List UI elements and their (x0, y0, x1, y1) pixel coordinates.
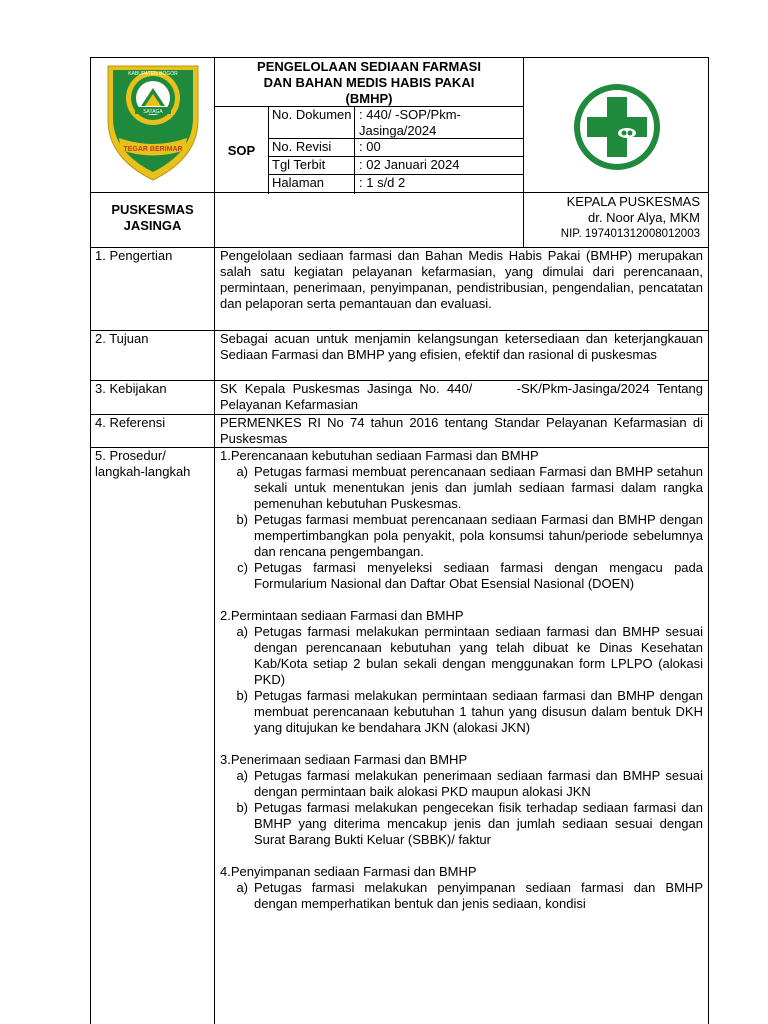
section-text: Sebagai acuan untuk menjamin kelangsungan ketersediaan dan keterjangkauan Sediaan Farmasi dan BMHP yang efisien, efektif dan rasional di puskesmas (220, 331, 703, 362)
procedure-steps (215, 448, 708, 912)
step-2-title: 2.Permintaan sediaan Farmasi dan BMHP (220, 608, 464, 623)
head-nip: NIP. 197401312008012003 (560, 228, 700, 240)
head-name: dr. Noor Alya, MKM (588, 210, 700, 225)
section-prosedur (90, 448, 709, 1024)
list-item: a) Petugas farmasi melakukan penyimpanan sediaan farmasi dan BMHP dengan memperhatikan bentuk dan jenis sediaan, kondisi (236, 880, 703, 911)
document-title (215, 58, 523, 107)
doc-number-value: : 440/ -SOP/Pkm-Jasinga/2024 (359, 107, 461, 138)
step-3-title: 3.Penerimaan sediaan Farmasi dan BMHP (220, 752, 468, 767)
issue-date-key: Tgl Terbit (269, 157, 355, 174)
issue-date-value: : 02 Januari 2024 (359, 157, 460, 172)
health-logo-cell (524, 58, 710, 194)
page-key: Halaman (269, 175, 355, 194)
list-item: b) Petugas farmasi melakukan permintaan sediaan farmasi dan BMHP dengan membuat perencanaan kebutuhan 1 tahun yang disusun dalam bentuk DKH yang ditujukan ke bendahara JKN (alokasi JKN) (236, 688, 703, 735)
page-value: : 1 s/d 2 (359, 175, 406, 190)
step-4-title: 4.Penyimpanan sediaan Farmasi dan BMHP (220, 864, 477, 879)
puskesmas-logo (524, 58, 710, 194)
issue-date-row (269, 157, 523, 175)
section-text: PERMENKES RI No 74 tahun 2016 tentang Standar Pelayanan Kefarmasian di Puskesmas (220, 415, 703, 446)
signatory (524, 193, 708, 248)
section-label: 5. Prosedur/ langkah-langkah (91, 448, 215, 1024)
list-item: a) Petugas farmasi melakukan penerimaan sediaan farmasi dan BMHP sesuai dengan permintaan baik alokasi PKD maupun alokasi JKN (236, 768, 703, 799)
doc-number-row (269, 107, 523, 139)
document-info-table (269, 107, 523, 194)
logo-center-text: SATAGA (143, 109, 163, 115)
sop-document (90, 57, 710, 1024)
identity-row (90, 193, 709, 248)
list-item: a) Petugas farmasi melakukan permintaan sediaan farmasi dan BMHP sesuai dengan perencanaan kebutuhan yang telah dibuat ke Dinas Kesehatan Kab/Kota setiap 2 bulan sekali dengan menggunakan form LPLPO (alokasi PKD) (236, 624, 703, 687)
title-line-2: DAN BAHAN MEDIS HABIS PAKAI (263, 75, 475, 90)
head-title: KEPALA PUSKESMAS (566, 194, 700, 209)
revision-key: No. Revisi (269, 139, 355, 156)
sop-header (90, 57, 709, 193)
section-text: Pengelolaan sediaan farmasi dan Bahan Medis Habis Pakai (BMHP) merupakan salah satu kegiatan pelayanan kefarmasian, yang dimulai dari perencanaan, permintaan, penerimaan, penyimpanan, pendistribusian, pengendalian, pencatatan dan pelaporan serta pemantauan dan evaluasi. (220, 248, 703, 311)
section-text: SK Kepala Puskesmas Jasinga No. 440/ -SK/Pkm-Jasinga/2024 Tentang Pelayanan Kefarmasian (220, 381, 707, 412)
title-line-3: (BMHP) (345, 91, 393, 106)
title-line-1: PENGELOLAAN SEDIAAN FARMASI (257, 59, 481, 74)
section-label: 3. Kebijakan (91, 381, 215, 414)
title-cell (215, 58, 524, 194)
revision-value: : 00 (359, 139, 381, 154)
section-kebijakan (90, 381, 709, 415)
organization-name (91, 193, 215, 247)
bogor-regency-logo (91, 58, 215, 194)
sop-content-table (90, 248, 709, 1024)
org-line-2: JASINGA (123, 218, 182, 233)
org-line-1: PUSKESMAS (111, 202, 194, 217)
page-row (269, 175, 523, 194)
section-tujuan (90, 331, 709, 381)
list-item: a) Petugas farmasi membuat perencanaan sediaan Farmasi dan BMHP setahun sekali untuk menentukan jenis dan jumlah sediaan farmasi dalam rangka pemenuhan kebutuhan Puskesmas. (236, 464, 703, 511)
doc-number-key: No. Dokumen (269, 107, 355, 138)
sop-label: SOP (215, 107, 269, 194)
list-item: c) Petugas farmasi menyeleksi sediaan farmasi dengan mengacu pada Formularium Nasional dan Daftar Obat Esensial Nasional (DOEN) (237, 560, 703, 591)
regency-logo-cell (91, 58, 215, 194)
list-item: b) Petugas farmasi melakukan pengecekan fisik terhadap sediaan farmasi dan BMHP yang diterima mencakup jenis dan jumlah sediaan sesuai dengan Surat Barang Bukti Keluar (SBBK)/ faktur (236, 800, 703, 847)
step-1-title: 1.Perencanaan kebutuhan sediaan Farmasi dan BMHP (220, 448, 539, 463)
revision-row (269, 139, 523, 157)
blank-cell (215, 193, 524, 247)
section-label: 2. Tujuan (91, 331, 215, 380)
section-label: 4. Referensi (91, 415, 215, 447)
section-referensi (90, 415, 709, 448)
logo-ring-text: KABUPATEN BOGOR (128, 71, 178, 77)
section-pengertian (90, 248, 709, 331)
list-item: b) Petugas farmasi membuat perencanaan sediaan Farmasi dan BMHP dengan mempertimbangkan pola penyakit, pola konsumsi tahun/periode sebelumnya dan rencana pengembangan. (236, 512, 703, 559)
logo-motto: TEGAR BERIMAR (123, 146, 183, 153)
section-label: 1. Pengertian (91, 248, 215, 330)
